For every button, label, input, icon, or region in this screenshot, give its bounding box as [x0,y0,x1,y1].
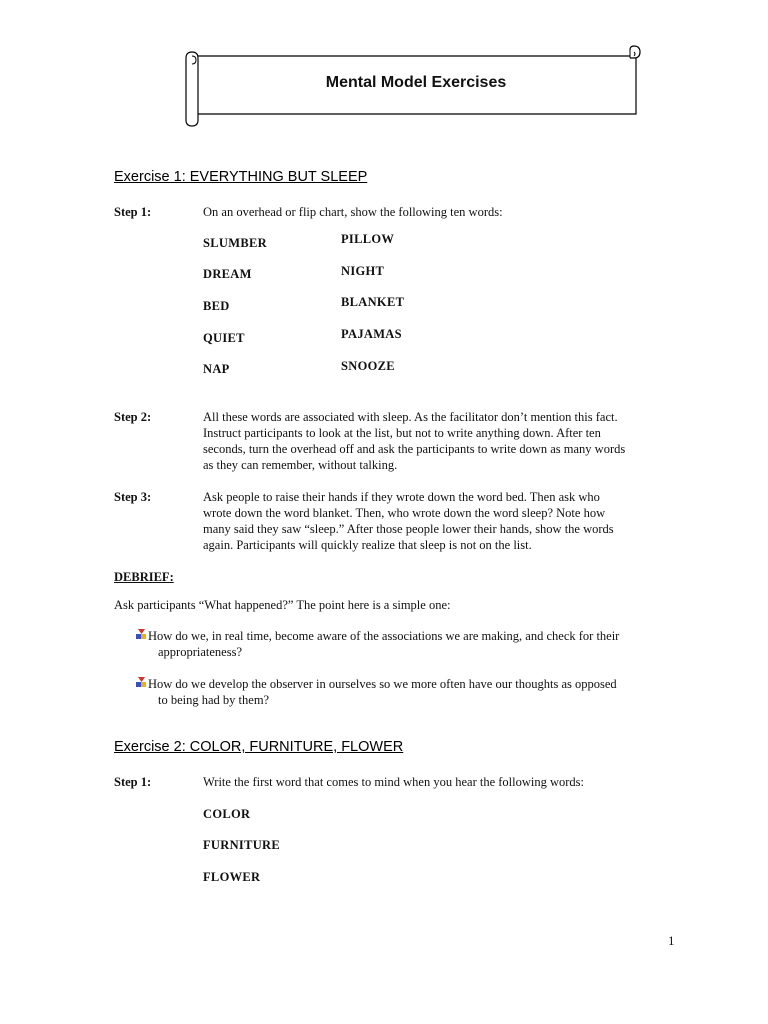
exercise-1-step-1-label: Step 1: [114,205,152,219]
paragraph-line: again. Participants will quickly realize that sleep is not on the list. [203,538,532,552]
word-right-5: SNOOZE [341,359,395,373]
exercise-2-step-1-text: Write the first word that comes to mind when you hear the following words: [203,775,585,789]
debrief-bullet-2 [148,676,673,708]
word-flower: FLOWER [203,870,261,884]
exercise-1-heading: Exercise 1: EVERYTHING BUT SLEEP [114,169,368,185]
page-title: Mental Model Exercises [325,74,507,91]
word-right-4: PAJAMAS [341,327,402,341]
word-left-1: SLUMBER [203,236,267,250]
debrief-bullet-1 [148,628,673,660]
paragraph-line: many said they saw “sleep.” After those people lower their hands, show the words [203,522,614,536]
bullet-icon [135,628,148,641]
bullet-line: How do we develop the observer in ourselves so we more often have our thoughts as opposed [148,677,617,691]
word-left-3: BED [203,299,230,313]
exercise-1-step-3-text [203,489,673,553]
word-left-2: DREAM [203,267,252,281]
word-right-1: PILLOW [341,232,395,246]
bullet-icon [135,676,148,689]
word-right-3: BLANKET [341,295,405,309]
paragraph-line: as they can remember, without talking. [203,458,398,472]
exercise-1-step-3-label: Step 3: [114,490,152,504]
bullet-line: to being had by them? [158,693,270,707]
debrief-heading: DEBRIEF: [114,570,174,584]
paragraph-line: wrote down the word blanket. Then, who wrote down the word sleep? Note how [203,506,606,520]
bullet-line: How do we, in real time, become aware of the associations we are making, and check for their [148,629,620,643]
word-color: COLOR [203,807,251,821]
bullet-line: appropriateness? [158,645,242,659]
paragraph-line: All these words are associated with sleep. As the facilitator don’t mention this fact. [203,410,618,424]
page-number: 1 [668,933,675,948]
paragraph-line: Instruct participants to look at the list, but not to write anything down. After ten [203,426,601,440]
exercise-1-step-1-text: On an overhead or flip chart, show the following ten words: [203,205,503,219]
exercise-1-step-2-text [203,409,673,473]
word-left-4: QUIET [203,331,245,345]
paragraph-line: seconds, turn the overhead off and ask the participants to write down as many words [203,442,626,456]
debrief-intro: Ask participants “What happened?” The point here is a simple one: [114,598,451,612]
word-left-5: NAP [203,362,230,376]
word-furniture: FURNITURE [203,838,281,852]
exercise-2-step-1-label: Step 1: [114,775,152,789]
exercise-1-step-2-label: Step 2: [114,410,152,424]
paragraph-line: Ask people to raise their hands if they wrote down the word bed. Then ask who [203,490,600,504]
word-right-2: NIGHT [341,264,385,278]
exercise-2-heading: Exercise 2: COLOR, FURNITURE, FLOWER [114,739,404,755]
